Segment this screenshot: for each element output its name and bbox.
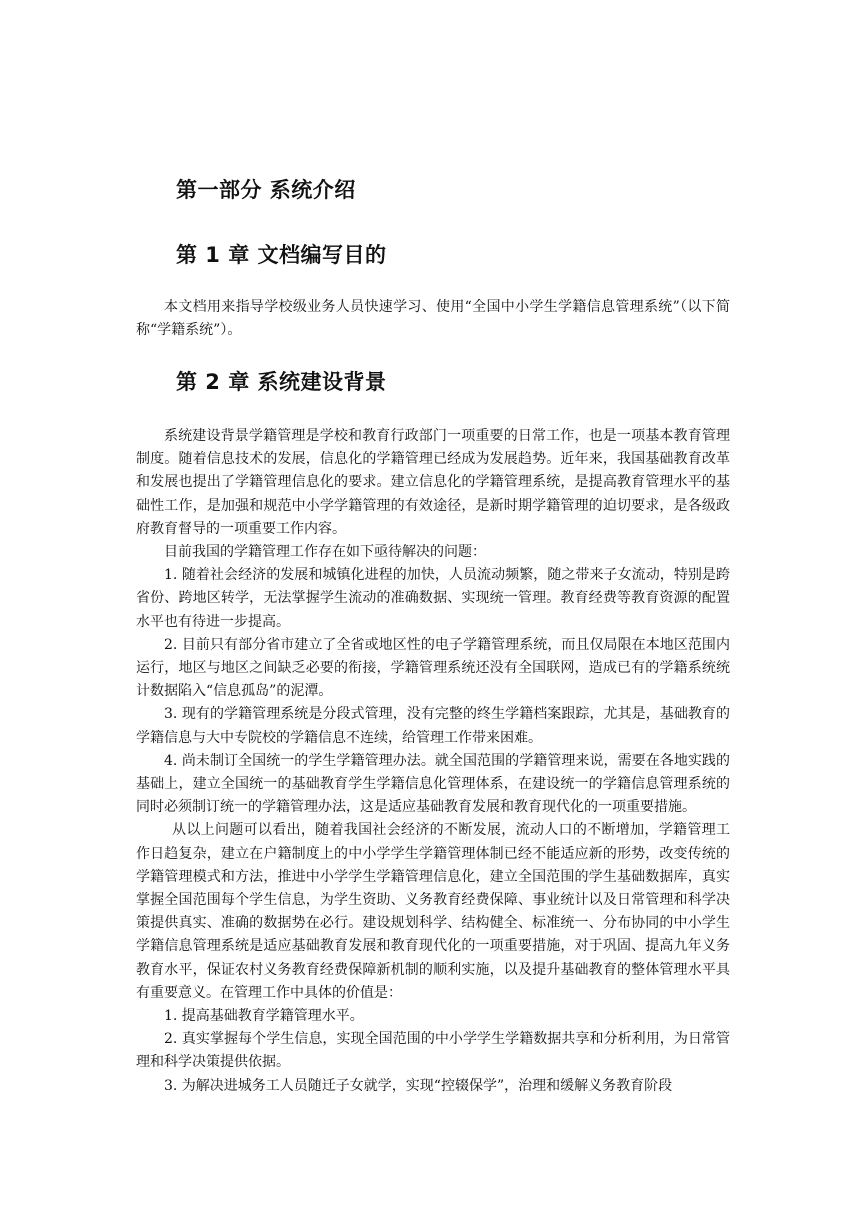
- list-item: 1. 随着社会经济的发展和城镇化进程的加快，人员流动频繁，随之带来子女流动，特别是跨省份、跨地区转学，无法掌握学生流动的准确数据、实现统一管理。教育经费等教育资源的配置水平也有待进一步提高。: [136, 567, 730, 630]
- paragraph: 目前我国的学籍管理工作存在如下亟待解决的问题：: [164, 544, 486, 561]
- list-item: 3. 现有的学籍管理系统是分段式管理，没有完整的终生学籍档案跟踪，尤其是，基础教育的学籍信息与大中专院校的学籍信息不连续，给管理工作带来困难。: [136, 706, 730, 746]
- paragraph: 系统建设背景学籍管理是学校和教育行政部门一项重要的日常工作，也是一项基本教育管理制度。随着信息技术的发展，信息化的学籍管理已经成为发展趋势。近年来，我国基础教育改革和发展也提出了学籍管理信息化的要求。建立信息化的学籍管理系统，是提高教育管理水平的基础性工作，是加强和规范中小学学籍管理的有效途径，是新时期学籍管理的迫切要求，是各级政府教育督导的一项重要工作内容。: [136, 428, 730, 537]
- list-item: 3. 为解决进城务工人员随迁子女就学，实现“控辍保学”，治理和缓解义务教育阶段: [164, 1077, 673, 1094]
- chapter-2-body: [136, 425, 730, 1098]
- chapter-2-title: 第 2 章 系统建设背景: [176, 370, 387, 394]
- chapter-1-title: 第 1 章 文档编写目的: [176, 243, 387, 267]
- part-title: 第一部分 系统介绍: [176, 178, 356, 202]
- list-item: 1. 提高基础教育学籍管理水平。: [164, 1008, 364, 1025]
- list-item: 2. 目前只有部分省市建立了全省或地区性的电子学籍管理系统，而且仅局限在本地区范围内运行，地区与地区之间缺乏必要的衔接，学籍管理系统还没有全国联网，造成已有的学籍系统统计数据陷入“信息孤岛”的泥潭。: [136, 636, 730, 700]
- chapter-1-body: [136, 296, 730, 342]
- list-item: 4. 尚未制订全国统一的学生学籍管理办法。就全国范围的学籍管理来说，需要在各地实践的基础上，建立全国统一的基础教育学生学籍信息化管理体系，在建设统一的学籍信息管理系统的同时必须制订统一的学籍管理办法，这是适应基础教育发展和教育现代化的一项重要措施。: [136, 752, 730, 816]
- paragraph: 本文档用来指导学校级业务人员快速学习、使用“全国中小学生学籍信息管理系统”（以下简称“学籍系统”）。: [136, 299, 730, 339]
- paragraph: 从以上问题可以看出，随着我国社会经济的不断发展，流动人口的不断增加，学籍管理工作日趋复杂，建立在户籍制度上的中小学学生学籍管理体制已经不能适应新的形势，改变传统的学籍管理模式和方法，推进中小学学生学籍管理信息化，建立全国范围的学生基础数据库，真实掌握全国范围每个学生信息，为学生资助、义务教育经费保障、事业统计以及日常管理和科学决策提供真实、准确的数据势在必行。建设规划科学、结构健全、标准统一、分布协同的中小学生学籍信息管理系统是适应基础教育发展和教育现代化的一项重要措施，对于巩固、提高九年义务教育水平，保证农村义务教育经费保障新机制的顺利实施，以及提升基础教育的整体管理水平具有重要意义。在管理工作中具体的价值是：: [136, 822, 730, 1001]
- list-item: 2. 真实掌握每个学生信息，实现全国范围的中小学学生学籍数据共享和分析利用，为日常管理和科学决策提供依据。: [136, 1031, 730, 1071]
